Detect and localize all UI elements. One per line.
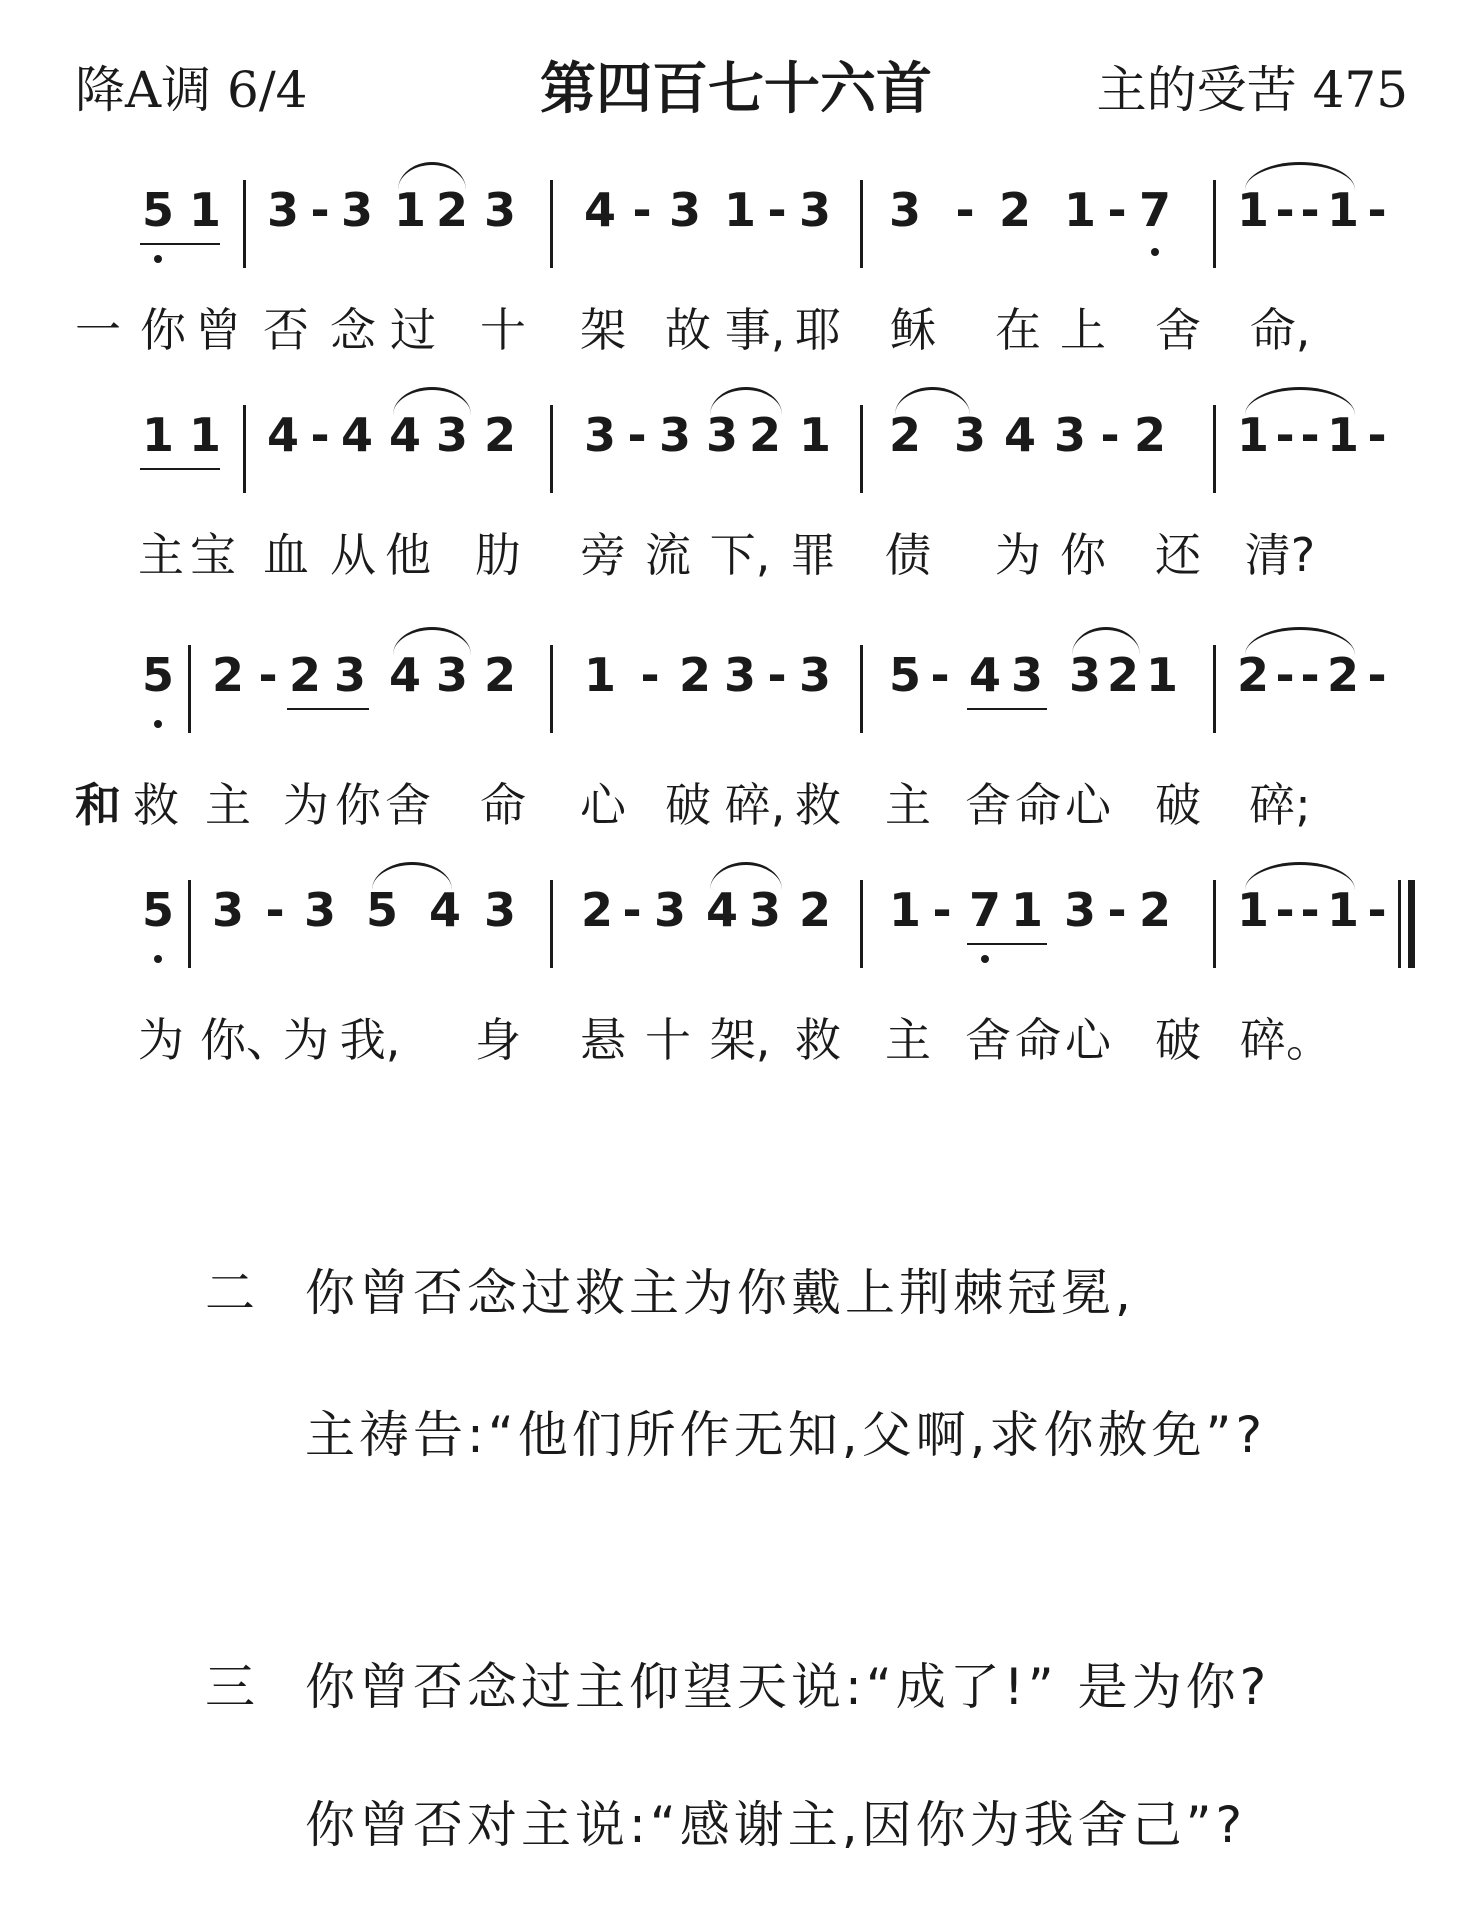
note: 1 — [393, 183, 426, 237]
note: - — [1107, 183, 1127, 237]
barline — [860, 880, 863, 968]
lyrics-row — [0, 775, 1470, 845]
low-octave-dot — [154, 955, 162, 963]
note: 5 — [141, 183, 174, 237]
note: - — [1275, 183, 1295, 237]
slur — [398, 162, 466, 190]
low-octave-dot — [154, 255, 162, 263]
barline — [550, 180, 553, 268]
low-octave-dot — [981, 955, 989, 963]
note: 4 — [968, 648, 1001, 702]
lyric: 从 — [330, 528, 376, 582]
lyric: 舍 — [1155, 303, 1201, 357]
note: 5 — [141, 883, 174, 937]
note: 2 — [483, 408, 516, 462]
hymn-title: 第四百七十六首 — [540, 57, 932, 122]
lyric: 身 — [475, 1013, 521, 1067]
note: 3 — [333, 648, 366, 702]
slur — [372, 862, 452, 890]
barline — [1213, 180, 1216, 268]
lyric: 和 — [75, 778, 121, 832]
lyric: 碎, — [724, 778, 786, 832]
note: - — [1275, 408, 1295, 462]
slur — [895, 387, 970, 415]
final-barline-thin — [1398, 880, 1401, 968]
note: - — [932, 883, 952, 937]
lyric: 一 — [75, 303, 121, 357]
lyric: 命 — [1015, 778, 1061, 832]
note: 3 — [953, 408, 986, 462]
note: - — [1300, 883, 1320, 937]
final-barline-thick — [1408, 880, 1415, 968]
note: 5 — [888, 648, 921, 702]
slur — [393, 387, 471, 415]
lyric: 救 — [795, 1013, 841, 1067]
lyric: 耶 — [795, 303, 841, 357]
note: 3 — [668, 183, 701, 237]
tie — [1245, 162, 1355, 190]
underline — [287, 708, 369, 710]
lyric: 为 — [138, 1013, 184, 1067]
lyric: 舍 — [965, 778, 1011, 832]
lyric: 债 — [885, 528, 931, 582]
note: 3 — [1010, 648, 1043, 702]
note: 4 — [583, 183, 616, 237]
lyric: 曾 — [195, 303, 241, 357]
note: 3 — [483, 183, 516, 237]
note: - — [1367, 648, 1387, 702]
slur — [393, 627, 471, 655]
lyric: 血 — [263, 528, 309, 582]
note: 2 — [1106, 648, 1139, 702]
verse-line: 你曾否对主说:“感谢主,因你为我舍己”? — [305, 1796, 1247, 1854]
barline — [1213, 405, 1216, 493]
note: 7 — [968, 883, 1001, 937]
note: - — [1300, 408, 1320, 462]
note: - — [310, 183, 330, 237]
note: 1 — [1326, 408, 1359, 462]
note: - — [1275, 883, 1295, 937]
note: 1 — [1063, 183, 1096, 237]
lyric: 肋 — [475, 528, 521, 582]
note: 3 — [888, 183, 921, 237]
verse-line: 你曾否念过主仰望天说:“成了!” 是为你? — [305, 1658, 1271, 1716]
note: 3 — [658, 408, 691, 462]
note: 3 — [583, 408, 616, 462]
note: - — [955, 183, 975, 237]
note: 5 — [365, 883, 398, 937]
note: 3 — [303, 883, 336, 937]
barline — [188, 880, 191, 968]
lyric: 下, — [709, 528, 771, 582]
lyric: 碎。 — [1240, 1013, 1332, 1067]
note: 2 — [435, 183, 468, 237]
lyric: 命 — [480, 778, 526, 832]
slur — [1072, 627, 1140, 655]
notes-row — [0, 180, 1470, 260]
lyric: 破 — [1155, 778, 1201, 832]
note: 4 — [388, 408, 421, 462]
low-octave-dot — [1151, 248, 1159, 256]
notes-row — [0, 405, 1470, 485]
note: 2 — [798, 883, 831, 937]
lyric: 悬 — [580, 1013, 626, 1067]
lyric: 稣 — [890, 303, 936, 357]
note: - — [632, 183, 652, 237]
note: 7 — [1138, 183, 1171, 237]
note: 3 — [435, 648, 468, 702]
note: 1 — [1236, 408, 1269, 462]
lyric: 罪 — [790, 528, 836, 582]
lyric: 流 — [645, 528, 691, 582]
note: - — [767, 183, 787, 237]
lyric: 你 — [1060, 528, 1106, 582]
barline — [550, 880, 553, 968]
verse-line: 你曾否念过救主为你戴上荆棘冠冕, — [305, 1264, 1135, 1322]
lyric: 旁 — [580, 528, 626, 582]
lyric: 破 — [665, 778, 711, 832]
note: 1 — [888, 883, 921, 937]
lyric: 他 — [385, 528, 431, 582]
note: 2 — [580, 883, 613, 937]
note: 1 — [188, 408, 221, 462]
lyric: 主 — [885, 778, 931, 832]
barline — [860, 180, 863, 268]
barline — [860, 405, 863, 493]
note: 5 — [141, 648, 174, 702]
note: 2 — [288, 648, 321, 702]
hymn-category: 主的受苦 475 — [1096, 61, 1408, 119]
lyrics-row — [0, 300, 1470, 370]
lyric: 心 — [1065, 778, 1111, 832]
note: 1 — [1145, 648, 1178, 702]
lyric: 架 — [580, 303, 626, 357]
note: 3 — [1053, 408, 1086, 462]
lyrics-row — [0, 525, 1470, 595]
underline — [967, 708, 1047, 710]
lyric: 主 — [205, 778, 251, 832]
note: 2 — [678, 648, 711, 702]
note: 2 — [211, 648, 244, 702]
lyric: 救 — [133, 778, 179, 832]
lyric: 主 — [885, 1013, 931, 1067]
note: 2 — [998, 183, 1031, 237]
note: - — [1275, 648, 1295, 702]
note: - — [265, 883, 285, 937]
note: 2 — [1326, 648, 1359, 702]
note: 4 — [428, 883, 461, 937]
lyric: 故 — [665, 303, 711, 357]
verse-number: 三 — [205, 1658, 255, 1716]
note: - — [1367, 183, 1387, 237]
note: - — [310, 408, 330, 462]
note: - — [258, 648, 278, 702]
note: - — [767, 648, 787, 702]
note: 3 — [483, 883, 516, 937]
lyric: 过 — [390, 303, 436, 357]
note: 3 — [435, 408, 468, 462]
note: - — [1100, 408, 1120, 462]
lyric: 宝 — [190, 528, 236, 582]
lyric: 命, — [1249, 303, 1311, 357]
tie — [1245, 862, 1355, 890]
lyric: 我, — [339, 1013, 401, 1067]
note: 1 — [723, 183, 756, 237]
note: 1 — [798, 408, 831, 462]
note: - — [1300, 648, 1320, 702]
lyric: 心 — [1065, 1013, 1111, 1067]
tie — [1245, 387, 1355, 415]
barline — [1213, 645, 1216, 733]
note: 3 — [266, 183, 299, 237]
lyric: 命 — [1015, 1013, 1061, 1067]
lyric: 上 — [1060, 303, 1106, 357]
lyric: 为 — [283, 778, 329, 832]
lyric: 碎; — [1249, 778, 1311, 832]
slur — [710, 862, 782, 890]
note: 1 — [1010, 883, 1043, 937]
lyric: 否 — [263, 303, 309, 357]
note: - — [1367, 883, 1387, 937]
lyric: 架, — [709, 1013, 771, 1067]
note: 1 — [188, 183, 221, 237]
verse-line: 主祷告:“他们所作无知,父啊,求你赦免”? — [305, 1406, 1266, 1464]
lyric: 破 — [1155, 1013, 1201, 1067]
note: 1 — [583, 648, 616, 702]
note: 3 — [1063, 883, 1096, 937]
lyric: 还 — [1155, 528, 1201, 582]
lyrics-row — [0, 1010, 1470, 1080]
note: 3 — [748, 883, 781, 937]
note: 4 — [266, 408, 299, 462]
lyric: 事, — [724, 303, 786, 357]
note: 3 — [798, 648, 831, 702]
lyric: 心 — [580, 778, 626, 832]
note: - — [627, 408, 647, 462]
tie — [1245, 627, 1355, 655]
note: 2 — [1133, 408, 1166, 462]
note: 2 — [888, 408, 921, 462]
lyric: 清? — [1244, 528, 1316, 582]
note: 1 — [1236, 183, 1269, 237]
barline — [243, 405, 246, 493]
lyric: 在 — [995, 303, 1041, 357]
lyric: 为 — [995, 528, 1041, 582]
lyric: 舍 — [385, 778, 431, 832]
note: 3 — [653, 883, 686, 937]
note: 3 — [211, 883, 244, 937]
lyric: 你 — [140, 303, 186, 357]
note: - — [930, 648, 950, 702]
barline — [243, 180, 246, 268]
note: 4 — [705, 883, 738, 937]
low-octave-dot — [154, 720, 162, 728]
note: - — [622, 883, 642, 937]
note: 2 — [483, 648, 516, 702]
note: 4 — [388, 648, 421, 702]
note: - — [1367, 408, 1387, 462]
note: 1 — [141, 408, 174, 462]
lyric: 你 — [335, 778, 381, 832]
lyric: 主 — [138, 528, 184, 582]
lyric: 念 — [330, 303, 376, 357]
note: 4 — [1003, 408, 1036, 462]
underline — [140, 243, 220, 245]
note: 1 — [1236, 883, 1269, 937]
verse-number: 二 — [205, 1264, 255, 1322]
note: 3 — [340, 183, 373, 237]
note: 2 — [1138, 883, 1171, 937]
slur — [710, 387, 782, 415]
note: 1 — [1326, 183, 1359, 237]
note: 3 — [1068, 648, 1101, 702]
note: 2 — [1236, 648, 1269, 702]
notes-row — [0, 645, 1470, 725]
note: - — [1300, 183, 1320, 237]
note: 3 — [705, 408, 738, 462]
note: - — [1107, 883, 1127, 937]
notes-row — [0, 880, 1470, 960]
note: 3 — [723, 648, 756, 702]
barline — [550, 645, 553, 733]
underline — [140, 468, 220, 470]
key-signature: 降A调 6/4 — [75, 61, 308, 119]
lyric: 为 — [283, 1013, 329, 1067]
note: 1 — [1326, 883, 1359, 937]
barline — [860, 645, 863, 733]
barline — [550, 405, 553, 493]
underline — [967, 943, 1047, 945]
barline — [1213, 880, 1216, 968]
note: 2 — [748, 408, 781, 462]
lyric: 十 — [645, 1013, 691, 1067]
lyric: 救 — [795, 778, 841, 832]
note: 3 — [798, 183, 831, 237]
barline — [188, 645, 191, 733]
lyric: 舍 — [965, 1013, 1011, 1067]
note: - — [640, 648, 660, 702]
note: 4 — [340, 408, 373, 462]
lyric: 你、 — [200, 1013, 292, 1067]
lyric: 十 — [480, 303, 526, 357]
